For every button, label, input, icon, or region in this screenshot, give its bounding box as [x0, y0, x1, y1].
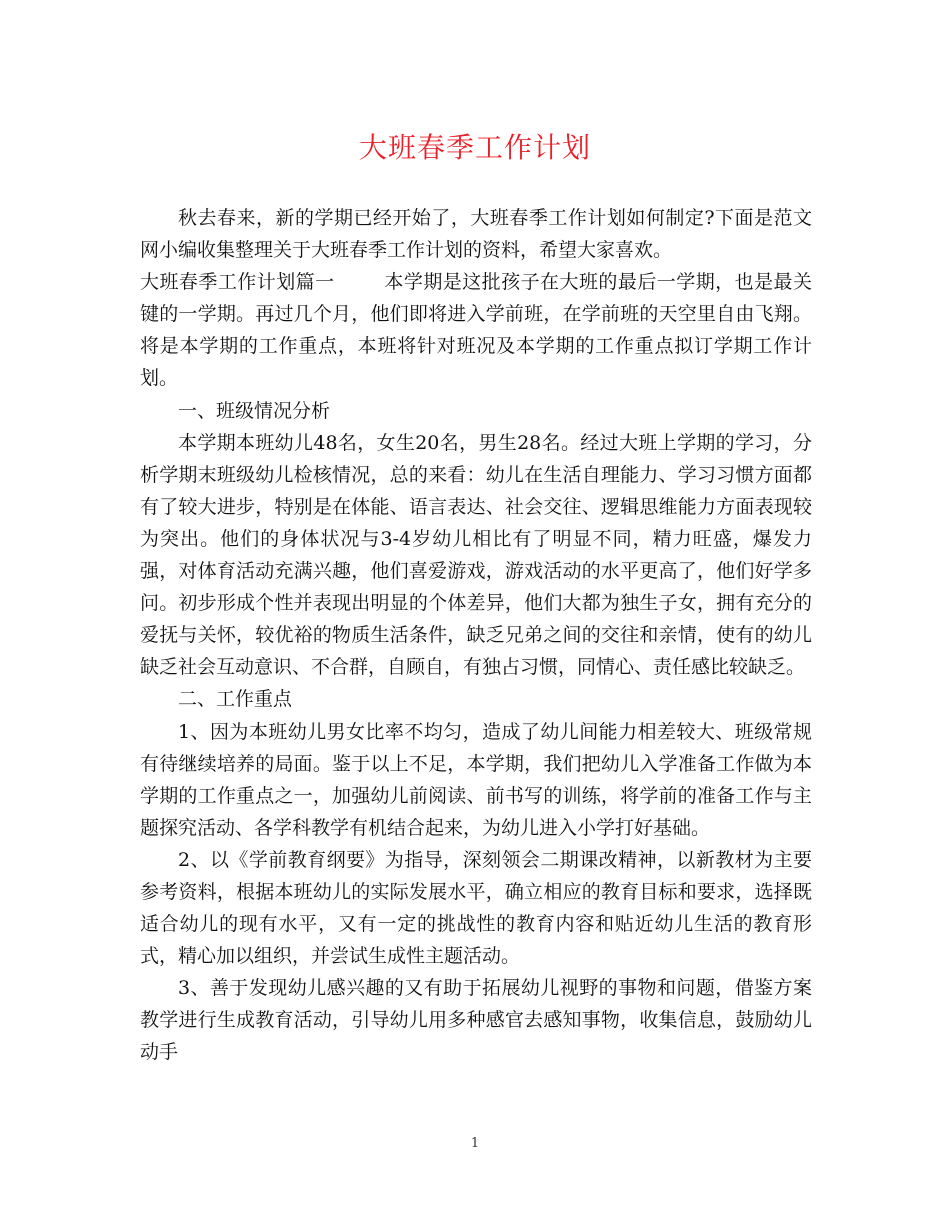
document-title: 大班春季工作计划 — [358, 131, 591, 164]
heading-work-focus: 二、工作重点 — [178, 688, 293, 711]
work-focus-item-1: 1、因为本班幼儿男女比率不均匀，造成了幼儿间能力相差较大、班级常规有待继续培养的局面。鉴于以上不足，本学期，我们把幼儿入学准备工作做为本学期的工作重点之一，加强幼儿前阅读、前书写的训练，将学前的准备工作与主题探究活动、各学科教学有机结合起来，为幼儿进入小学打好基础。 — [140, 720, 812, 839]
document-body — [140, 202, 812, 1069]
work-focus-item-3: 3、善于发现幼儿感兴趣的又有助于拓展幼儿视野的事物和问题，借鉴方案教学进行生成教育活动，引导幼儿用多种感官去感知事物，收集信息，鼓励幼儿动手 — [140, 977, 812, 1064]
analysis-paragraph: 本学期本班幼儿48名，女生20名，男生28名。经过大班上学期的学习，分析学期末班级幼儿检核情况，总的来看：幼儿在生活自理能力、学习习惯方面都有了较大进步，特别是在体能、语言表达、社会交往、逻辑思维能力方面表现较为突出。他们的身体状况与3-4岁幼儿相比有了明显不同，精力旺盛，爆发力强，对体育活动充满兴趣，他们喜爱游戏，游戏活动的水平更高了，他们好学多问。初步形成个性并表现出明显的个体差异，他们大都为独生子女，拥有充分的爱抚与关怀，较优裕的物质生活条件，缺乏兄弟之间的交往和亲情，使有的幼儿缺乏社会互动意识、不合群，自顾自，有独占习惯，同情心、责任感比较缺乏。 — [140, 431, 812, 679]
heading-class-analysis: 一、班级情况分析 — [178, 399, 331, 422]
section-paragraph — [140, 266, 812, 394]
section-text: 本学期是这批孩子在大班的最后一学期，也是最关键的一学期。再过几个月，他们即将进入学前班，在学前班的天空里自由飞翔。将是本学期的工作重点，本班将针对班况及本学期的工作重点拟订学期工作计划。 — [140, 271, 812, 390]
page-number: 1 — [470, 1136, 480, 1151]
work-focus-item-2: 2、以《学前教育纲要》为指导，深刻领会二期课改精神，以新教材为主要参考资料，根据本班幼儿的实际发展水平，确立相应的教育目标和要求，选择既适合幼儿的现有水平，又有一定的挑战性的教育内容和贴近幼儿生活的教育形式，精心加以组织，并尝试生成性主题活动。 — [140, 848, 812, 968]
section-label: 大班春季工作计划篇一 — [140, 271, 335, 294]
intro-paragraph: 秋去春来，新的学期已经开始了，大班春季工作计划如何制定?下面是范文网小编收集整理关于大班春季工作计划的资料，希望大家喜欢。 — [140, 207, 812, 262]
